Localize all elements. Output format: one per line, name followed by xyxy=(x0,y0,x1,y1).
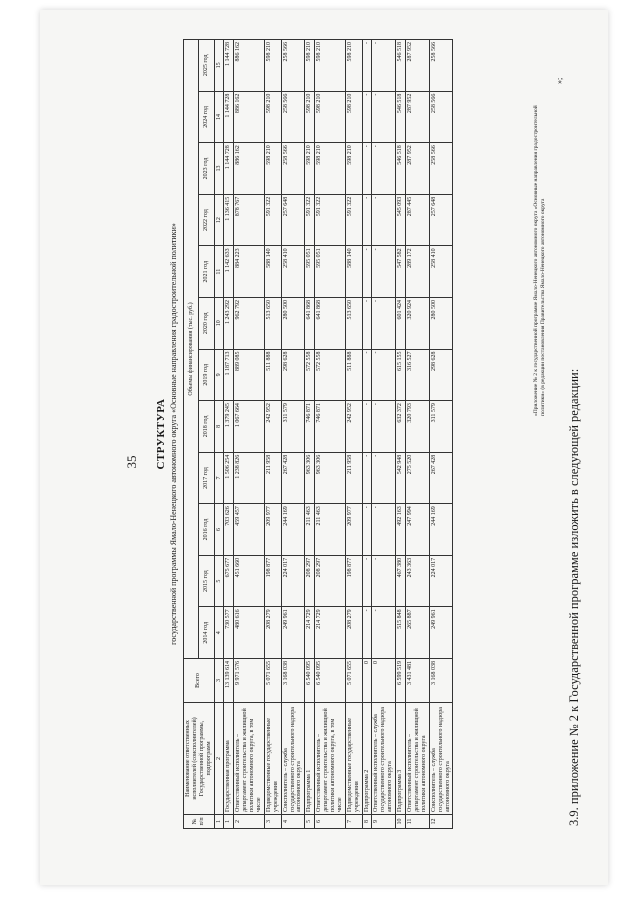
year-value: 275 520 xyxy=(406,452,430,504)
year-value: 615 155 xyxy=(396,349,406,401)
year-value: - xyxy=(362,246,372,298)
year-value: 591 322 xyxy=(305,194,315,246)
row-number: 2 xyxy=(234,815,265,829)
row-name: Ответственный исполнитель – департамент строительства и жилищной политики автономного округа, в том числе xyxy=(234,703,265,815)
year-value: 1 379 245 xyxy=(224,401,234,453)
year-value: 289 172 xyxy=(406,246,430,298)
row-number: 7 xyxy=(345,815,362,829)
year-value: 641 868 xyxy=(305,297,315,349)
year-value: 515 848 xyxy=(396,607,406,659)
year-value: 287 952 xyxy=(406,143,430,195)
year-value: 257 648 xyxy=(281,194,305,246)
row-name: Государственная программа xyxy=(224,703,234,815)
row-number: 12 xyxy=(429,815,453,829)
row-total: 3 431 481 xyxy=(406,659,430,703)
column-index: 12 xyxy=(214,194,224,246)
year-value: 595 051 xyxy=(305,246,315,298)
year-value: 886 162 xyxy=(234,91,265,143)
year-value: 287 445 xyxy=(406,194,430,246)
column-index: 5 xyxy=(214,555,224,607)
year-value: 675 677 xyxy=(224,555,234,607)
year-value: 211 958 xyxy=(345,452,362,504)
year-value: 492 163 xyxy=(396,504,406,556)
year-value: 244 169 xyxy=(429,504,453,556)
row-name: Подпрограмма 3 xyxy=(396,703,406,815)
year-value: 208 297 xyxy=(315,555,346,607)
row-number: 10 xyxy=(396,815,406,829)
year-value: 598 210 xyxy=(264,143,281,195)
year-value: 320 793 xyxy=(406,401,430,453)
year-value: 963 306 xyxy=(315,452,346,504)
header-funding-group: Объемы финансирования (тыс. руб.) xyxy=(184,40,199,659)
column-index: 3 xyxy=(214,659,224,703)
row-name: Подпрограмма 2 xyxy=(362,703,372,815)
table-row xyxy=(264,40,281,829)
row-number: 5 xyxy=(305,815,315,829)
table-row xyxy=(406,40,430,829)
year-value: 311 579 xyxy=(429,401,453,453)
column-index: 11 xyxy=(214,246,224,298)
row-total: 9 971 576 xyxy=(234,659,265,703)
year-value: 588 140 xyxy=(345,246,362,298)
year-header: 2017 год xyxy=(199,452,214,504)
table-row xyxy=(362,40,372,829)
structure-table xyxy=(183,39,453,829)
year-value: 598 210 xyxy=(315,91,346,143)
header-name: Наименование ответственных исполнителей (соисполнителей) Государственной программы, подпрограмм xyxy=(184,703,215,815)
row-total: 6 540 095 xyxy=(315,659,346,703)
year-value: - xyxy=(362,349,372,401)
column-index: 1 xyxy=(214,815,224,829)
row-name: Подведомственные государственные учреждения xyxy=(345,703,362,815)
year-value: 258 566 xyxy=(429,91,453,143)
table-row xyxy=(224,40,234,829)
year-value: - xyxy=(372,349,396,401)
year-value: 963 306 xyxy=(305,452,315,504)
year-value: - xyxy=(372,40,396,92)
year-header: 2021 год xyxy=(199,246,214,298)
row-name: Соисполнитель – служба государственного строительного надзора автономного округа xyxy=(429,703,453,815)
table-row xyxy=(281,40,305,829)
year-value: 546 518 xyxy=(396,40,406,92)
year-value: 572 558 xyxy=(315,349,346,401)
column-index: 7 xyxy=(214,452,224,504)
year-value: 572 558 xyxy=(305,349,315,401)
year-header: 2025 год xyxy=(199,40,214,92)
year-value: 459 457 xyxy=(234,504,265,556)
column-index: 14 xyxy=(214,91,224,143)
year-header: 2020 год xyxy=(199,297,214,349)
year-value: - xyxy=(372,607,396,659)
year-value: - xyxy=(372,194,396,246)
year-value: 247 994 xyxy=(406,504,430,556)
year-value: 730 577 xyxy=(224,607,234,659)
year-value: 511 888 xyxy=(264,349,281,401)
column-index-row xyxy=(214,40,224,829)
year-value: 316 527 xyxy=(406,349,430,401)
row-number: 4 xyxy=(281,815,305,829)
table-row xyxy=(234,40,265,829)
year-value: 542 948 xyxy=(396,452,406,504)
table-row xyxy=(315,40,346,829)
year-value: 208 297 xyxy=(305,555,315,607)
year-value: 511 888 xyxy=(345,349,362,401)
year-value: 1 187 713 xyxy=(224,349,234,401)
row-total: 6 540 095 xyxy=(305,659,315,703)
year-value: 632 372 xyxy=(396,401,406,453)
year-value: 545 093 xyxy=(396,194,406,246)
row-total: 3 168 038 xyxy=(281,659,305,703)
year-value: 298 628 xyxy=(429,349,453,401)
row-total: 5 071 655 xyxy=(345,659,362,703)
appendix-note: «Приложение № 2 к государственной программе Ямало-Ненецкого автономного округа «Основные направления градостроительной политики» (в редакции постановления Правительства Ямало-Ненецкого автономного округа xyxy=(533,105,546,416)
year-value: 1 142 633 xyxy=(224,246,234,298)
year-value: 591 322 xyxy=(264,194,281,246)
year-value: 598 210 xyxy=(264,40,281,92)
section-heading: 3.9. приложение № 2 к Государственной программе изложить в следующей редакции: xyxy=(567,368,581,826)
year-value: 320 924 xyxy=(406,297,430,349)
year-header: 2019 год xyxy=(199,349,214,401)
year-value: - xyxy=(372,555,396,607)
year-value: 208 279 xyxy=(264,607,281,659)
year-value: 280 500 xyxy=(281,297,305,349)
year-value: - xyxy=(362,143,372,195)
column-index: 6 xyxy=(214,504,224,556)
row-total: 13 139 614 xyxy=(224,659,234,703)
year-value: - xyxy=(372,504,396,556)
year-value: 258 566 xyxy=(281,40,305,92)
year-value: 311 579 xyxy=(281,401,305,453)
column-index: 2 xyxy=(214,703,224,815)
year-header: 2023 год xyxy=(199,143,214,195)
year-value: 886 162 xyxy=(234,40,265,92)
row-number: 3 xyxy=(264,815,281,829)
year-value: - xyxy=(372,91,396,143)
year-value: 258 566 xyxy=(429,40,453,92)
year-value: 598 210 xyxy=(315,40,346,92)
year-value: - xyxy=(372,143,396,195)
year-value: 209 977 xyxy=(264,504,281,556)
year-value: 258 566 xyxy=(429,143,453,195)
row-total: 5 071 655 xyxy=(264,659,281,703)
document-subtitle: государственной программы Ямало-Ненецкого автономного округа «Основные направления градостроительной политики» xyxy=(169,223,178,645)
year-value: 962 792 xyxy=(234,297,265,349)
year-value: 242 952 xyxy=(264,401,281,453)
page-number: 35 xyxy=(124,455,139,469)
header-number: № п/п xyxy=(184,815,215,829)
column-index: 8 xyxy=(214,401,224,453)
year-value: 591 322 xyxy=(315,194,346,246)
year-value: 598 210 xyxy=(264,91,281,143)
document-page xyxy=(40,10,608,885)
row-name: Подведомственные государственные учреждения xyxy=(264,703,281,815)
year-value: 513 650 xyxy=(345,297,362,349)
row-total: 6 599 519 xyxy=(396,659,406,703)
year-value: 547 582 xyxy=(396,246,406,298)
year-value: 598 210 xyxy=(305,143,315,195)
column-index: 15 xyxy=(214,40,224,92)
year-value: 249 961 xyxy=(281,607,305,659)
year-value: 211 958 xyxy=(264,452,281,504)
row-number: 8 xyxy=(362,815,372,829)
year-value: 878 767 xyxy=(234,194,265,246)
year-value: 546 518 xyxy=(396,91,406,143)
year-value: 267 428 xyxy=(281,452,305,504)
table-row xyxy=(345,40,362,829)
year-value: 591 322 xyxy=(345,194,362,246)
year-value: 267 428 xyxy=(429,452,453,504)
year-value: - xyxy=(362,452,372,504)
year-value: - xyxy=(362,40,372,92)
year-value: 746 871 xyxy=(315,401,346,453)
year-value: - xyxy=(372,246,396,298)
year-value: 467 380 xyxy=(396,555,406,607)
year-value: 214 729 xyxy=(305,607,315,659)
year-value: 886 162 xyxy=(234,143,265,195)
year-value: 242 952 xyxy=(345,401,362,453)
row-name: Соисполнитель – служба государственного строительного надзора автономного округа xyxy=(281,703,305,815)
year-value: 249 961 xyxy=(429,607,453,659)
year-value: - xyxy=(362,607,372,659)
year-value: 211 463 xyxy=(315,504,346,556)
year-value: - xyxy=(362,504,372,556)
year-value: 641 868 xyxy=(315,297,346,349)
year-value: - xyxy=(362,555,372,607)
year-value: 287 952 xyxy=(406,91,430,143)
year-value: 889 085 xyxy=(234,349,265,401)
year-value: 598 210 xyxy=(305,40,315,92)
table-body xyxy=(224,40,453,829)
year-value: 224 017 xyxy=(281,555,305,607)
year-value: 298 628 xyxy=(281,349,305,401)
end-mark: »; xyxy=(555,77,564,84)
row-total: 3 168 038 xyxy=(429,659,453,703)
column-index: 9 xyxy=(214,349,224,401)
year-value: 703 626 xyxy=(224,504,234,556)
year-value: 598 210 xyxy=(315,143,346,195)
year-header: 2024 год xyxy=(199,91,214,143)
year-value: 598 210 xyxy=(345,143,362,195)
year-header: 2016 год xyxy=(199,504,214,556)
year-value: - xyxy=(362,194,372,246)
year-value: 1 238 826 xyxy=(234,452,265,504)
year-value: 598 210 xyxy=(305,91,315,143)
year-value: 211 463 xyxy=(305,504,315,556)
year-header: 2014 год xyxy=(199,607,214,659)
year-value: 1 067 664 xyxy=(234,401,265,453)
rotated-content xyxy=(135,34,601,834)
year-value: 595 051 xyxy=(315,246,346,298)
year-value: 884 223 xyxy=(234,246,265,298)
year-header: 2018 год xyxy=(199,401,214,453)
row-name: Подпрограмма 1 xyxy=(305,703,315,815)
table-row xyxy=(305,40,315,829)
year-value: 258 410 xyxy=(281,246,305,298)
year-value: 224 017 xyxy=(429,555,453,607)
year-value: 243 363 xyxy=(406,555,430,607)
year-value: 257 648 xyxy=(429,194,453,246)
year-value: 258 410 xyxy=(429,246,453,298)
year-value: 513 650 xyxy=(264,297,281,349)
year-value: 214 729 xyxy=(315,607,346,659)
year-value: 598 210 xyxy=(345,91,362,143)
year-value: 198 877 xyxy=(345,555,362,607)
year-value: 601 424 xyxy=(396,297,406,349)
title-block xyxy=(155,34,178,834)
column-index: 4 xyxy=(214,607,224,659)
year-value: 546 518 xyxy=(396,143,406,195)
year-value: 588 140 xyxy=(264,246,281,298)
year-value: 208 279 xyxy=(345,607,362,659)
year-value: 198 877 xyxy=(264,555,281,607)
year-value: 451 660 xyxy=(234,555,265,607)
row-name: Ответственный исполнитель – департамент строительства и жилищной политики автономного округа xyxy=(406,703,430,815)
year-value: 244 169 xyxy=(281,504,305,556)
year-value: 1 144 728 xyxy=(224,91,234,143)
year-value: - xyxy=(362,401,372,453)
year-value: 258 566 xyxy=(281,143,305,195)
year-value: 480 616 xyxy=(234,607,265,659)
table-row xyxy=(372,40,396,829)
year-value: 598 210 xyxy=(345,40,362,92)
year-value: 280 500 xyxy=(429,297,453,349)
year-value: 1 136 415 xyxy=(224,194,234,246)
row-total: 0 xyxy=(372,659,396,703)
year-value: 1 506 254 xyxy=(224,452,234,504)
document-title: СТРУКТУРА xyxy=(155,398,167,470)
year-value: - xyxy=(372,401,396,453)
year-value: 209 977 xyxy=(345,504,362,556)
column-index: 10 xyxy=(214,297,224,349)
header-total: Всего xyxy=(184,659,215,703)
year-value: 1 144 728 xyxy=(224,40,234,92)
year-value: - xyxy=(362,297,372,349)
row-number: 1 xyxy=(224,815,234,829)
year-value: 1 144 728 xyxy=(224,143,234,195)
year-value: - xyxy=(372,452,396,504)
table-row xyxy=(429,40,453,829)
row-name: Ответственный исполнитель – департамент строительства и жилищной политики автономного округа, в том числе xyxy=(315,703,346,815)
row-total: 0 xyxy=(362,659,372,703)
row-number: 9 xyxy=(372,815,396,829)
year-value: - xyxy=(362,91,372,143)
row-name: Ответственный исполнитель – служба государственного строительного надзора автономного округа xyxy=(372,703,396,815)
column-index: 13 xyxy=(214,143,224,195)
year-value: 287 952 xyxy=(406,40,430,92)
table-row xyxy=(396,40,406,829)
row-number: 6 xyxy=(315,815,346,829)
year-value: 1 243 292 xyxy=(224,297,234,349)
row-number: 11 xyxy=(406,815,430,829)
year-value: 258 566 xyxy=(281,91,305,143)
year-value: 265 887 xyxy=(406,607,430,659)
year-value: - xyxy=(372,297,396,349)
year-header: 2022 год xyxy=(199,194,214,246)
year-value: 746 871 xyxy=(305,401,315,453)
year-header: 2015 год xyxy=(199,555,214,607)
